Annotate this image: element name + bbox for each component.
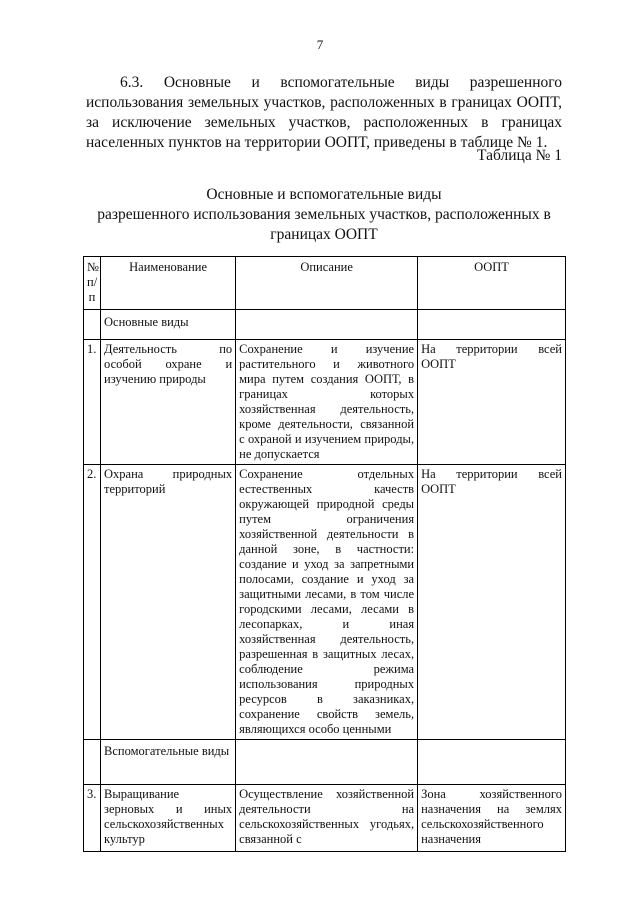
row-desc: Осуществление хозяйственной деятельности на сельскохозяйственных угодьях, связанной с — [236, 785, 418, 852]
section-aux-label: Вспомогательные виды — [101, 740, 236, 785]
row-desc: Сохранение отдельных естественных качеств окружающей природной среды путем ограничения хозяйственной деятельности в данной зоне, в частности: создание и уход за запретными полосами, создание и уход за защитными лесами, в том числе городскими лесами, лесами в лесопарках, и иная хозяйственная деятельность, разрешенная в защитных лесах, соблюдение режима использования природных ресурсов в заказниках, сохранение свойств земель, являющихся особо ценными — [236, 465, 418, 740]
row-oopt: На территории всей ООПТ — [418, 340, 566, 465]
land-use-table — [83, 256, 566, 852]
table-header-row — [84, 257, 566, 310]
header-desc: Описание — [236, 257, 418, 310]
section-row-aux — [84, 740, 566, 785]
row-num: 1. — [84, 340, 101, 465]
row-name: Выращивание зерновых и иных сельскохозяйственных культур — [101, 785, 236, 852]
caption-line-1: Основные и вспомогательные виды — [206, 186, 442, 203]
row-num: 2. — [84, 465, 101, 740]
caption-line-2: разрешенного использования земельных участков, расположенных в — [97, 206, 551, 223]
section-main-label: Основные виды — [101, 310, 236, 340]
intro-paragraph — [86, 73, 562, 153]
row-name: Деятельность по особой охране и изучению природы — [101, 340, 236, 465]
table-row — [84, 785, 566, 852]
table-caption — [86, 185, 562, 245]
row-desc: Сохранение и изучение растительного и животного мира путем создания ООПТ, в границах которых хозяйственная деятельность, кроме деятельности, связанной с охраной и изучением природы, не допускается — [236, 340, 418, 465]
section-row-main — [84, 310, 566, 340]
table-row — [84, 465, 566, 740]
caption-line-3: границах ООПТ — [270, 226, 378, 243]
table-label: Таблица № 1 — [477, 147, 562, 164]
table-row — [84, 340, 566, 465]
row-num: 3. — [84, 785, 101, 852]
header-num: № п/п — [84, 257, 101, 310]
row-oopt: На территории всей ООПТ — [418, 465, 566, 740]
header-name: Наименование — [101, 257, 236, 310]
paragraph-text: 6.3. Основные и вспомогательные виды разрешенного использования земельных участков, расположенных в границах ООПТ, за исключение земельных участков, расположенных в границах населенных пунктов на территории ООПТ, приведены в таблице № 1. — [86, 74, 562, 151]
row-oopt: Зона хозяйственного назначения на землях сельскохозяйственного назначения — [418, 785, 566, 852]
header-oopt: ООПТ — [418, 257, 566, 310]
page-number: 7 — [316, 37, 324, 52]
row-name: Охрана природных территорий — [101, 465, 236, 740]
